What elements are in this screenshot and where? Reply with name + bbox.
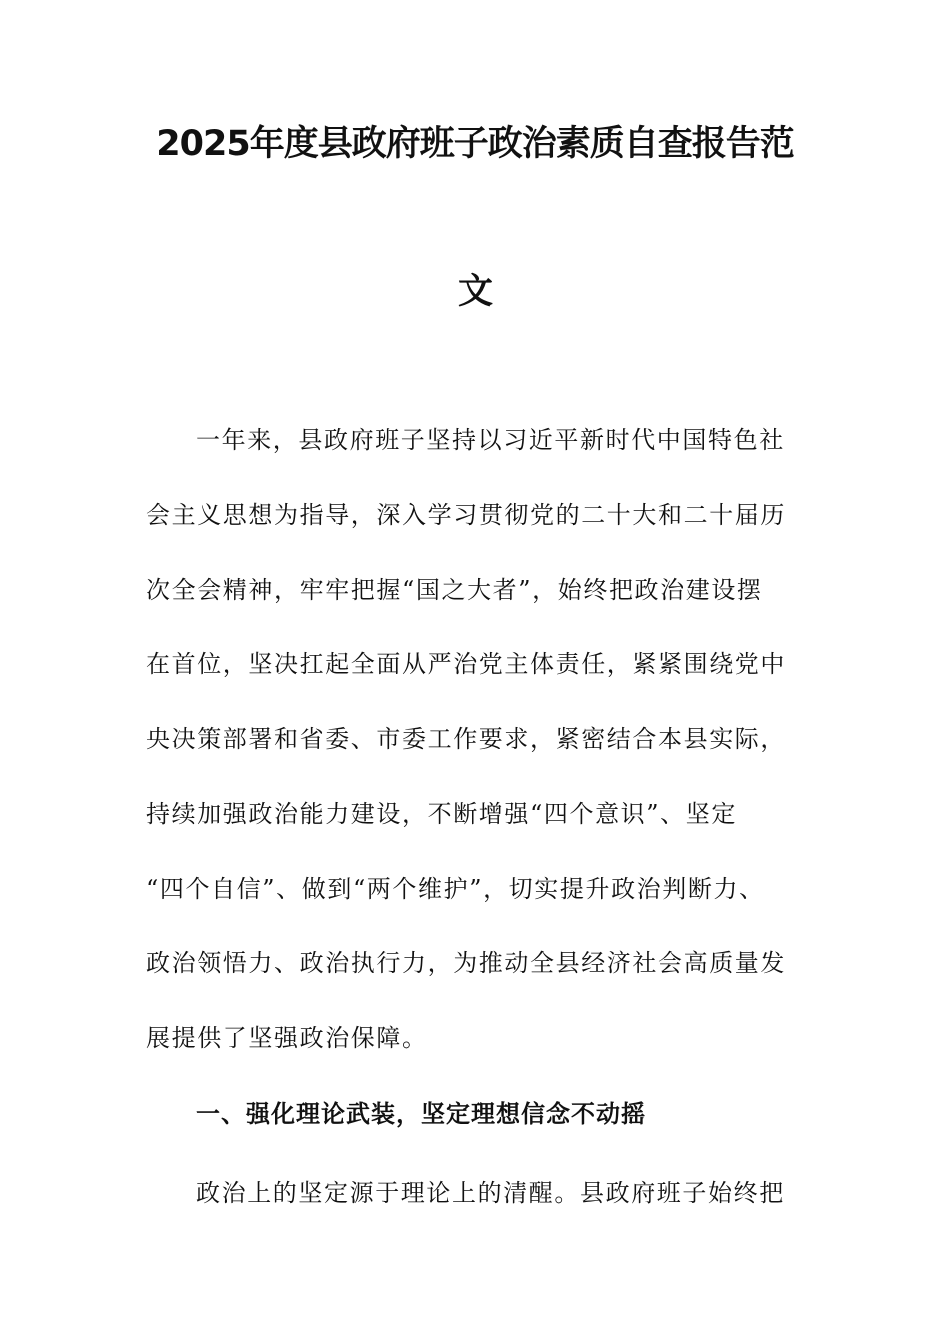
intro-paragraph-line: 一年来，县政府班子坚持以习近平新时代中国特色社 — [196, 426, 785, 454]
section-paragraph-line: 政治上的坚定源于理论上的清醒。县政府班子始终把 — [196, 1179, 785, 1207]
intro-paragraph-line: 持续加强政治能力建设，不断增强“四个意识”、坚定 — [146, 800, 737, 828]
intro-paragraph-line: 在首位，坚决扛起全面从严治党主体责任，紧紧围绕党中 — [146, 650, 786, 678]
intro-paragraph-line: 会主义思想为指导，深入学习贯彻党的二十大和二十届历 — [146, 501, 786, 529]
section-heading: 一、强化理论武装，坚定理想信念不动摇 — [196, 1100, 646, 1128]
document-title-line-2: 文 — [457, 272, 492, 312]
intro-paragraph-line: 展提供了坚强政治保障。 — [146, 1024, 428, 1052]
intro-paragraph-line: “四个自信”、做到“两个维护”，切实提升政治判断力、 — [146, 875, 765, 903]
intro-paragraph-line: 政治领悟力、政治执行力，为推动全县经济社会高质量发 — [146, 949, 786, 977]
document-title-line-1: 2025年度县政府班子政治素质自查报告范 — [156, 124, 794, 164]
intro-paragraph-line: 央决策部署和省委、市委工作要求，紧密结合本县实际， — [146, 725, 786, 753]
intro-paragraph-line: 次全会精神，牢牢把握“国之大者”，始终把政治建设摆 — [146, 576, 763, 604]
